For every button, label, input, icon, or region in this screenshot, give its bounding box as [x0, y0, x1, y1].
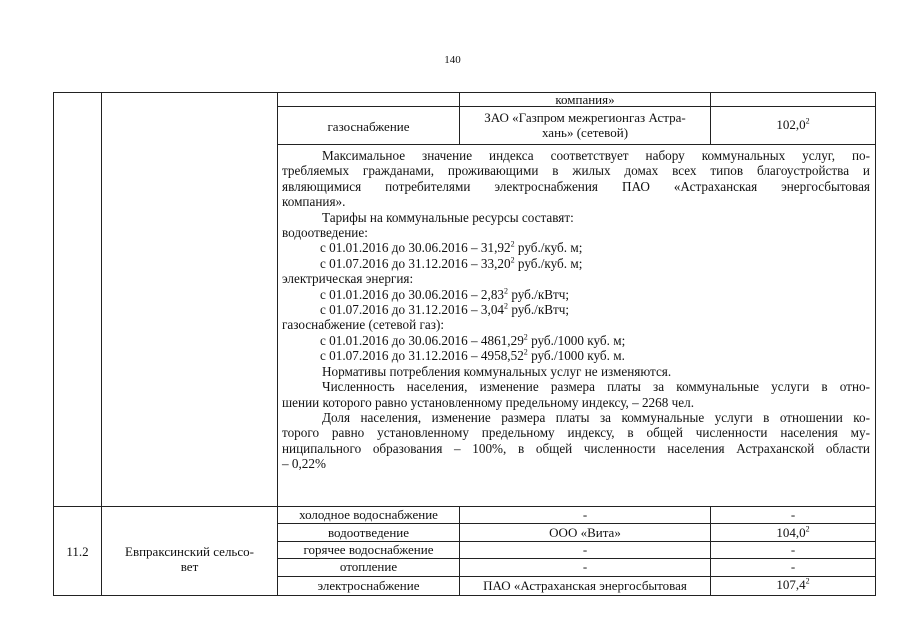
text-block: Максимальное значение индекса соответствует набору коммунальных услуг, по- требляемых гражданами, проживающими в жилых домах всех типов благоустройства и являющимися потребителями электроснабжения ПАО «Астраханская энергосбытовая компания». Тарифы на коммунальные ресурсы составят: водоотведение: с 01.01.2016 до 30.06.2016 – 31,92$^2$ руб./куб. м; с 01.07.2016 до 31.12.2016 – 33,20$^2$ руб./куб. м; электрическая энергия: с 01.01.2016 до 30.06.2016 – 2,83$^2$ руб./кВтч; с 01.07.2016 до 31.12.2016 – 3,04$^2$ руб./кВтч; газоснабжение (сетевой газ): с 01.01.2016 до 30.06.2016 – 4861,29$^2$ руб./1000 куб. м; с 01.07.2016 до 31.12.2016 – 4958,52$^2$ руб./1000 куб. м. Нормативы потребления коммунальных услуг не изменяются. Численность населения, изменение размера платы за коммунальные услуги в отно- шении которого равно установленному предельному индексу, – 2268 чел. Доля населения, изменение размера платы за коммунальные услуги в отношении ко- торого равно установленному предельному индексу, в общей численности населения му- ниципального образования – 100%, в общей численности населения Астраханской области – 0,22% [282, 148, 870, 472]
value-gas: 102,0$^2$ [776, 116, 810, 132]
service-gas: газоснабжение [327, 119, 410, 134]
section-number: 11.2 [66, 544, 89, 559]
provider-gas: ЗАО «Газпром межрегионгаз Астра- хань» (сетевой) [484, 110, 686, 140]
section-name: Евпраксинский сельсо- вет [125, 544, 254, 574]
provider-continuation: компания» [555, 92, 615, 107]
page-number: 140 [444, 54, 461, 66]
